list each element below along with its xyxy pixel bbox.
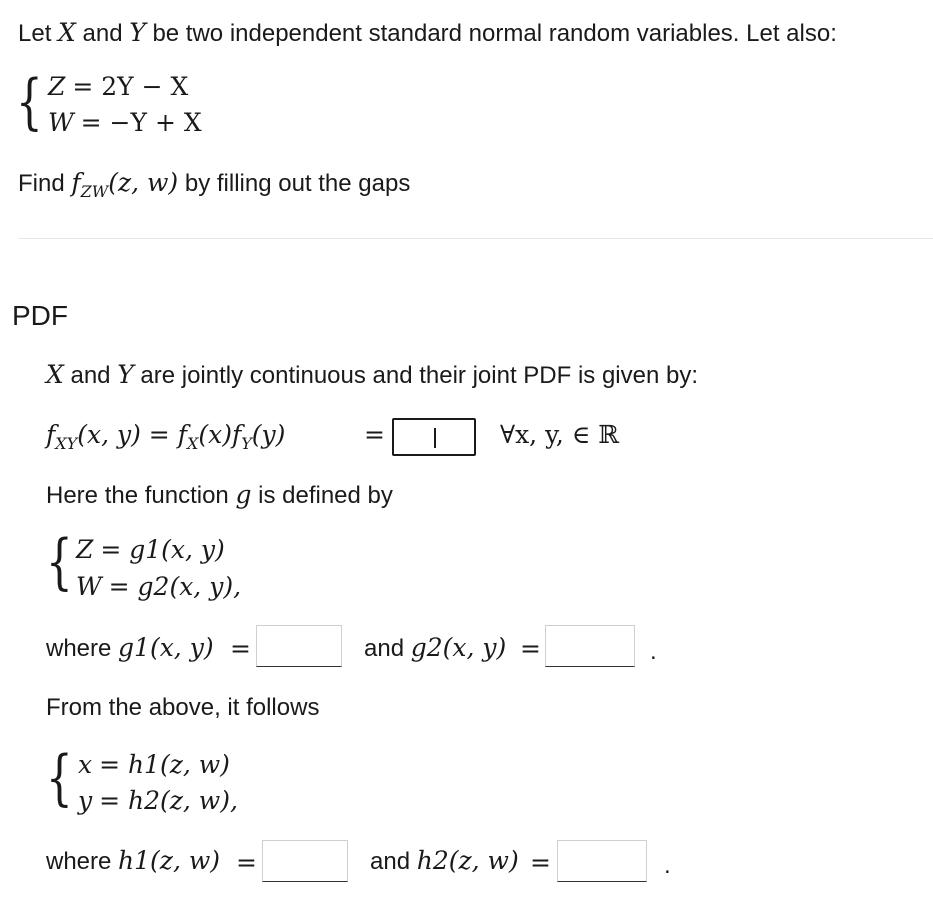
where-g-row: where g1(x, y) (46, 633, 214, 662)
section-title: PDF (12, 300, 68, 331)
where-h-row: where h1(z, w) (46, 846, 221, 875)
period: . (650, 638, 657, 665)
equation-h1: x = h1(z, w) (78, 750, 230, 779)
equals-sign: = (520, 634, 541, 663)
follows-statement: From the above, it follows (46, 694, 320, 721)
h1-input[interactable] (262, 840, 348, 882)
equation-z: Z = 2Y − X (48, 72, 189, 101)
forall-domain: ∀x, y, ∈ ℝ (500, 420, 620, 449)
equals-sign: = (530, 848, 551, 877)
system-brace-3: { (46, 743, 73, 813)
equals-sign: = (230, 634, 251, 663)
g1-input[interactable] (256, 625, 342, 667)
and-h2-row: and h2(z, w) (370, 846, 519, 875)
equals-sign: = (236, 848, 257, 877)
system-brace-1: { (16, 67, 43, 137)
joint-pdf-input[interactable] (392, 418, 476, 456)
equation-g1: Z = g1(x, y) (76, 535, 225, 564)
here-statement: Here the function g is defined by (46, 480, 393, 509)
problem-intro: Let X and Y be two independent standard normal random variables. Let also: (18, 18, 837, 47)
joint-pdf-formula: $f_{XY}(x$, $y) = f_X(x)f_Y(y)$ (46, 420, 286, 453)
equals-sign: = (364, 420, 385, 449)
equation-g2: W = g2(x, y), (76, 572, 242, 601)
period: . (664, 852, 671, 879)
equation-w: W = −Y + X (48, 108, 202, 137)
section-divider (18, 238, 933, 239)
h2-input[interactable] (557, 840, 647, 882)
joint-statement: X and Y are jointly continuous and their joint PDF is given by: (46, 360, 699, 389)
and-g2-row: and g2(x, y) (364, 633, 507, 662)
find-instruction: Find $f_{ZW}(z$, w) by filling out the gaps (18, 168, 411, 201)
equation-h2: y = h2(z, w), (78, 786, 238, 815)
g2-input[interactable] (545, 625, 635, 667)
system-brace-2: { (46, 527, 73, 597)
text-caret (434, 428, 436, 448)
